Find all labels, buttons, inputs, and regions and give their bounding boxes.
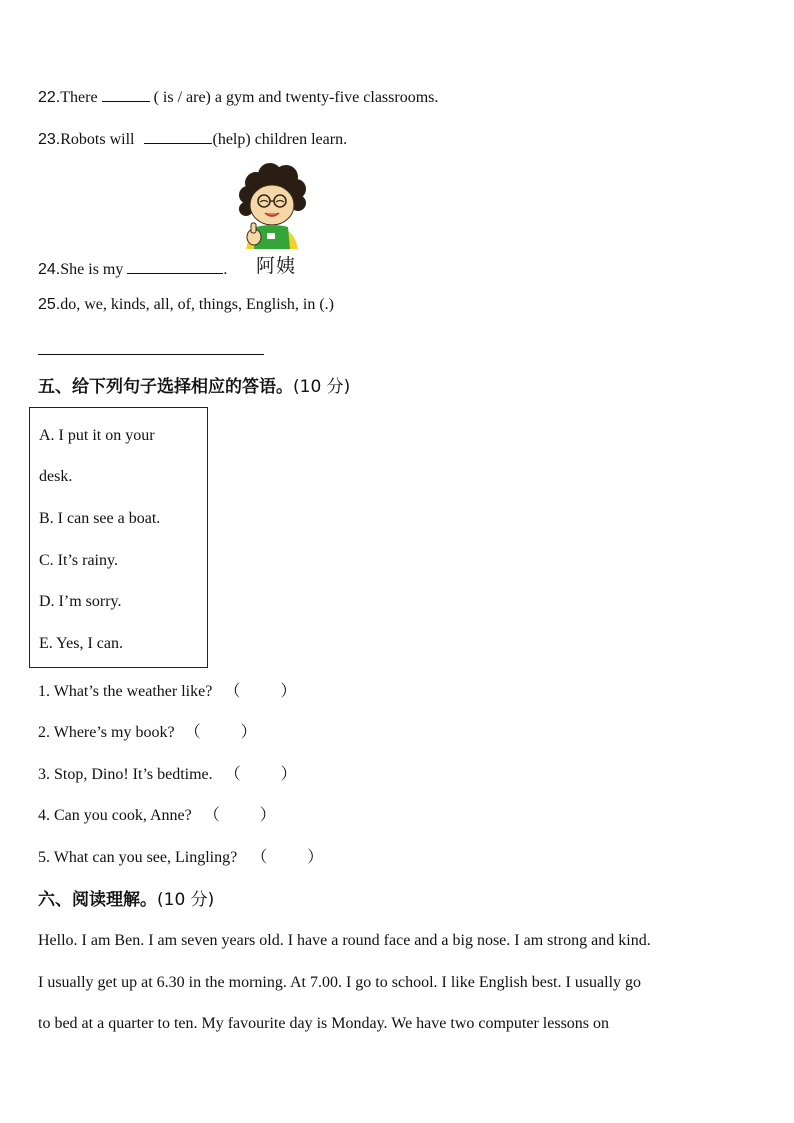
option-e: E. Yes, I can. [39,635,123,652]
aunt-illustration [234,163,314,278]
answer-paren[interactable]: （ ） [224,683,297,700]
question-text-before: There [60,89,98,106]
question-number: 24. [38,261,61,278]
match-question-text: 4. Can you cook, Anne? [38,807,192,824]
section-title: 五、给下列句子选择相应的答语。 [38,377,293,397]
question-text-after: ( is / are) a gym and twenty-five classrooms. [153,89,439,106]
section-score: (10 分) [157,890,215,910]
match-question-text: 5. What can you see, Lingling? [38,849,238,866]
question-25 [38,295,334,315]
aunt-caption: 阿姨 [256,255,297,277]
option-a-line2: desk. [39,468,73,485]
question-22 [38,87,438,108]
option-d: D. I’m sorry. [39,593,122,610]
answer-blank[interactable] [127,259,223,274]
reading-line-2: I usually get up at 6.30 in the morning. At 7.00. I go to school. I like English best. I usually go [38,974,642,991]
option-c: C. It’s rainy. [39,552,118,569]
section-5-heading [38,376,350,398]
answer-paren[interactable]: （ ） [203,807,276,824]
question-text-before: She is my [60,261,124,278]
match-question-text: 3. Stop, Dino! It’s bedtime. [38,766,213,783]
option-b: B. I can see a boat. [39,510,161,527]
reading-line-3: to bed at a quarter to ten. My favourite day is Monday. We have two computer lessons on [38,1015,610,1032]
answer-paren[interactable]: （ ） [251,849,324,866]
question-text: do, we, kinds, all, of, things, English, in (.) [60,296,335,313]
question-23 [38,129,347,150]
section-6-heading [38,889,214,911]
question-number: 22. [38,89,61,106]
question-text-before: Robots will [60,131,135,148]
question-24 [38,259,227,280]
answer-blank[interactable] [144,129,212,144]
match-question-3 [38,765,297,785]
answer-blank[interactable] [102,87,150,102]
match-question-4 [38,806,276,826]
question-number: 25. [38,296,61,313]
answer-paren[interactable]: （ ） [184,724,257,741]
option-a-line1: A. I put it on your [39,427,155,444]
match-question-5 [38,848,323,868]
match-question-text: 1. What’s the weather like? [38,683,213,700]
answer-paren[interactable]: （ ） [224,766,297,783]
answer-line[interactable] [38,354,264,355]
question-number: 23. [38,131,61,148]
match-question-text: 2. Where’s my book? [38,724,175,741]
match-question-2 [38,723,257,743]
question-text-after: (help) children learn. [212,131,348,148]
options-box [29,407,208,668]
question-text-after: . [223,261,228,278]
section-title: 六、阅读理解。 [38,890,157,910]
reading-line-1: Hello. I am Ben. I am seven years old. I have a round face and a big nose. I am strong and kind. [38,932,651,949]
match-question-1 [38,682,296,702]
section-score: (10 分) [293,377,351,397]
